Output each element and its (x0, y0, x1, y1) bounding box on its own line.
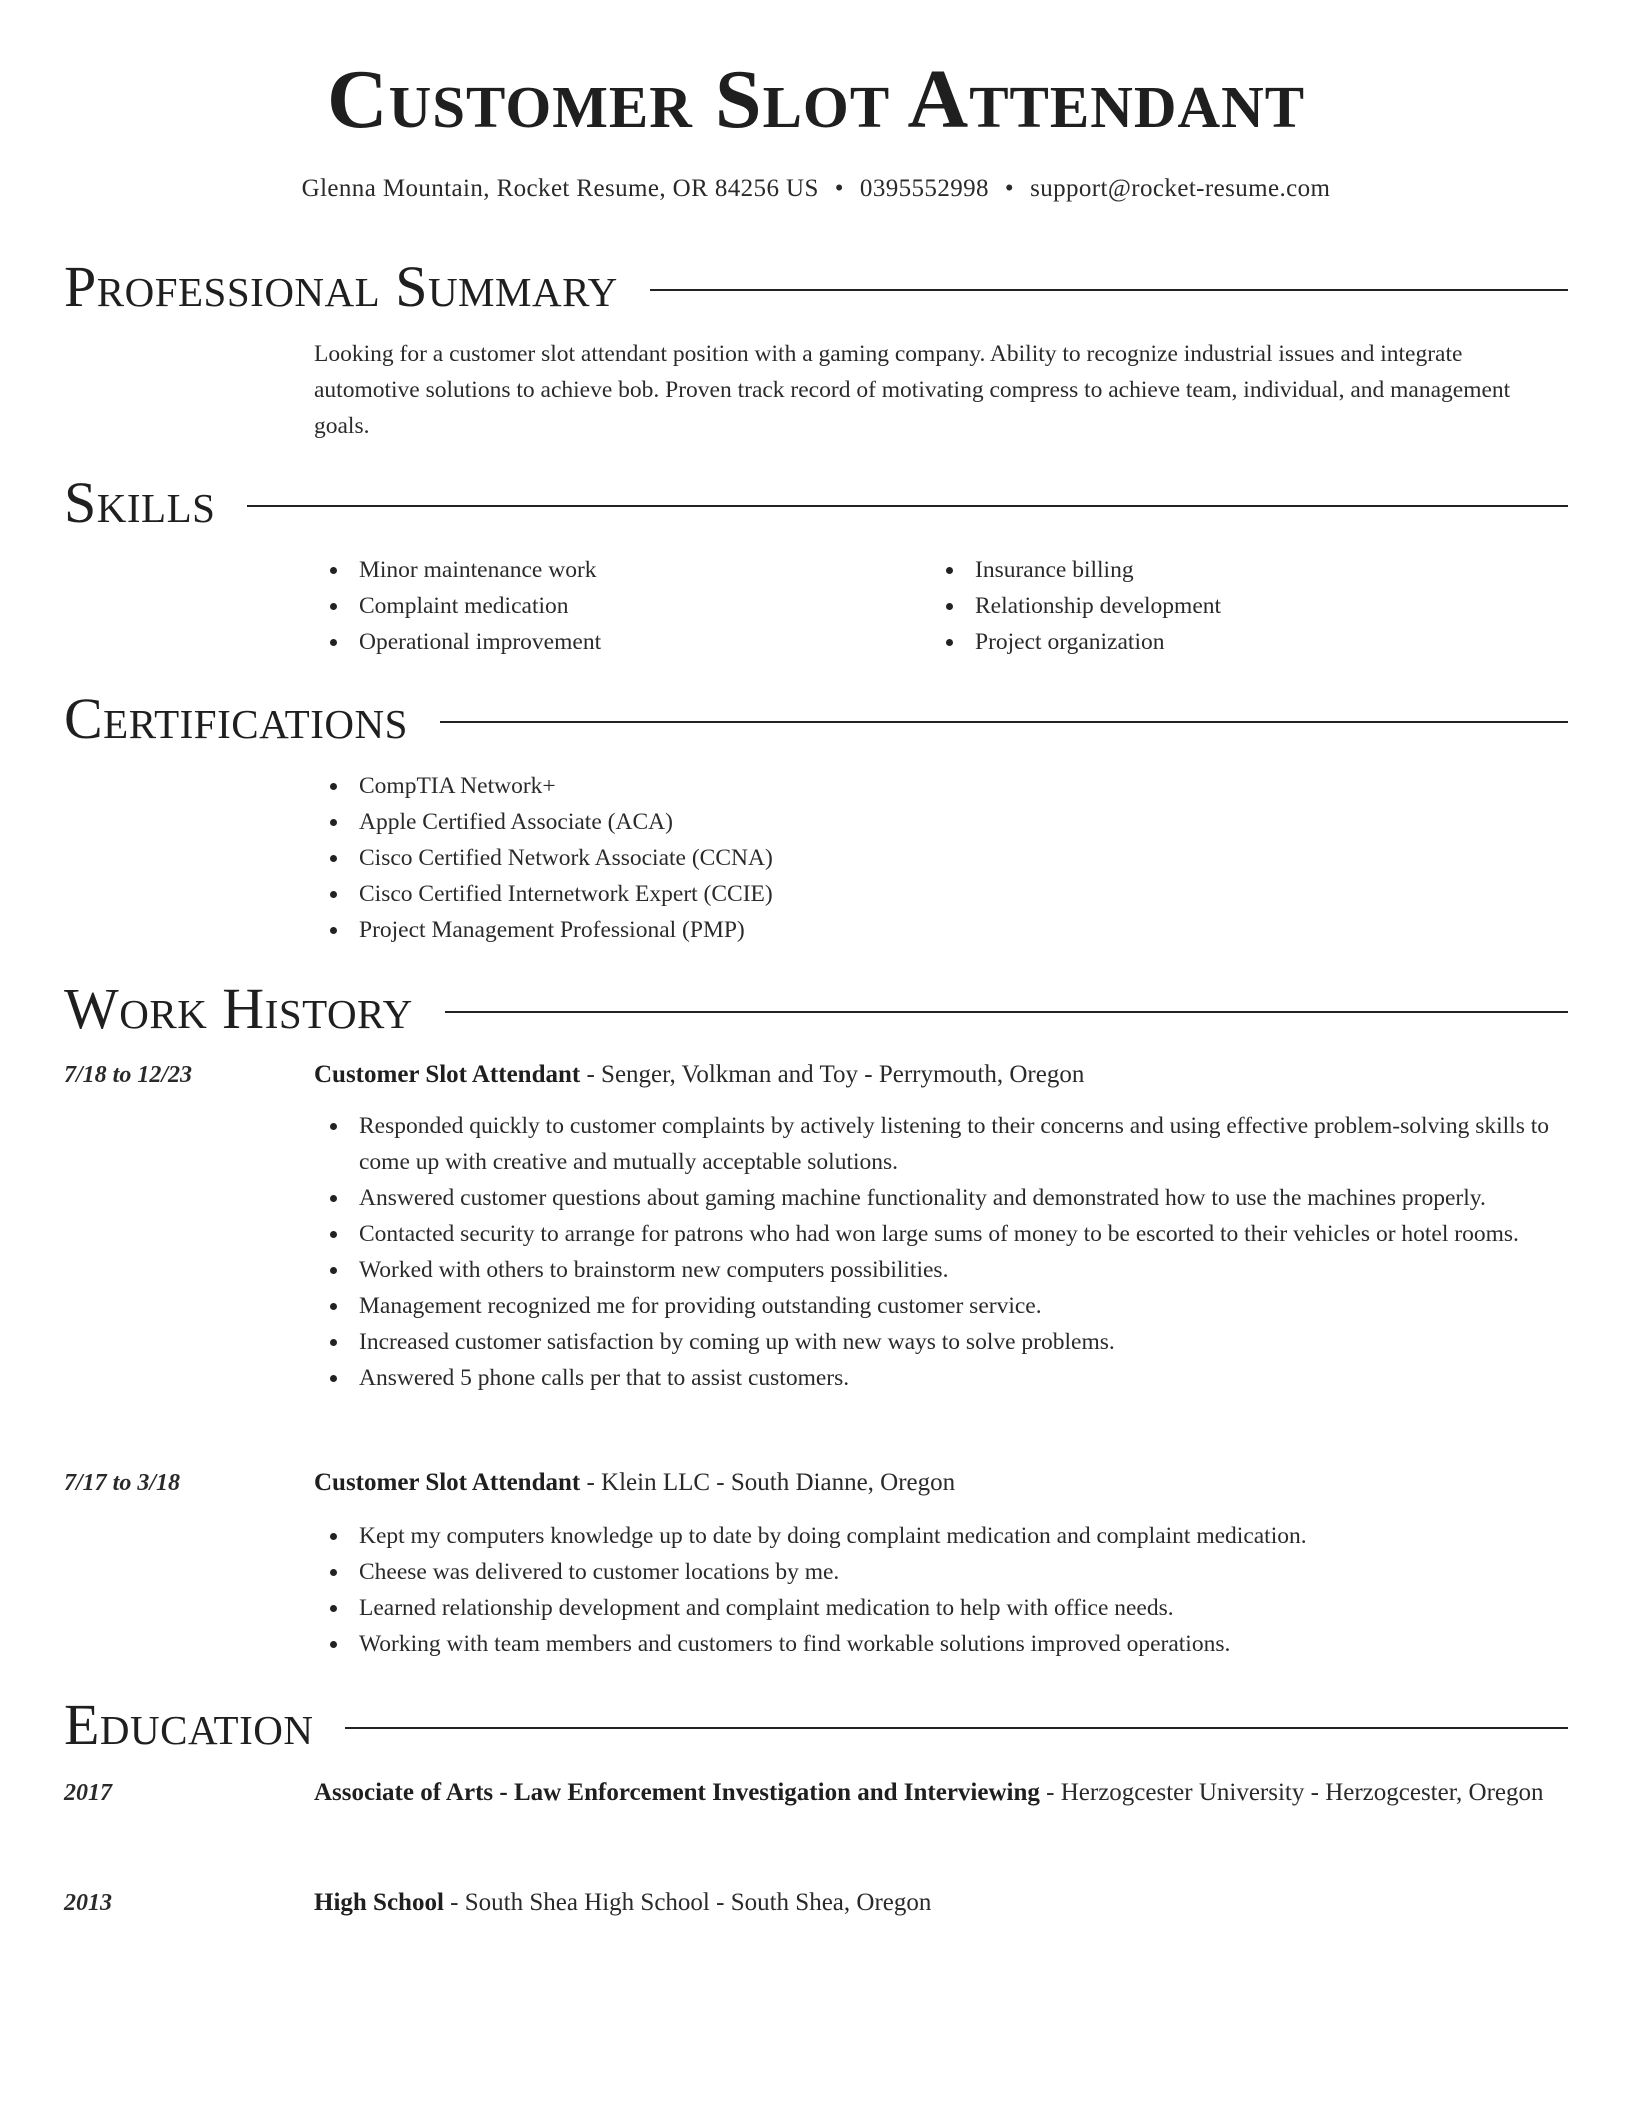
job-bullets (314, 1518, 1568, 1662)
section-divider (445, 1011, 1568, 1013)
skill-item: Project organization (930, 624, 1546, 660)
section-divider (440, 721, 1568, 723)
job-bullet: Learned relationship development and complaint medication to help with office needs. (314, 1590, 1568, 1626)
section-divider (345, 1727, 1568, 1729)
job-bullet: Working with team members and customers to find workable solutions improved operations. (314, 1626, 1568, 1662)
education-entry (314, 1883, 1568, 1923)
contact-address: Glenna Mountain, Rocket Resume, OR 84256 US (301, 175, 819, 202)
resume-name: Customer Slot Attendant (326, 53, 1306, 146)
skills-section-header (64, 470, 1568, 535)
skills-column-1 (314, 552, 930, 660)
skills-column-2 (930, 552, 1546, 660)
job-bullet: Management recognized me for providing outstanding customer service. (314, 1288, 1568, 1324)
skill-item: Minor maintenance work (314, 552, 930, 588)
certifications-heading: Certifications (64, 686, 408, 751)
skill-item: Relationship development (930, 588, 1546, 624)
contact-separator: • (834, 175, 844, 202)
certification-item: Project Management Professional (PMP) (314, 912, 1568, 948)
education-school: - Herzogcester University - Herzogcester, Oregon (1039, 1779, 1544, 1806)
skill-item: Operational improvement (314, 624, 930, 660)
job-bullet: Answered 5 phone calls per that to assist customers. (314, 1360, 1568, 1396)
education-section-header (64, 1692, 1568, 1757)
education-heading: Education (64, 1692, 314, 1757)
summary-heading: Professional Summary (64, 254, 618, 319)
certifications-section-header (64, 686, 1568, 751)
work-history-section-header (64, 976, 1568, 1041)
certification-item: Apple Certified Associate (ACA) (314, 804, 1568, 840)
job-bullet: Worked with others to brainstorm new computers possibilities. (314, 1252, 1568, 1288)
job-dates: 7/17 to 3/18 (64, 1470, 181, 1496)
job-bullet: Responded quickly to customer complaints by actively listening to their concerns and using effective problem-solving skills to come up with creative and mutually acceptable solutions. (314, 1108, 1568, 1180)
education-year: 2013 (64, 1890, 112, 1916)
education-degree: High School (314, 1889, 444, 1916)
job-title-line (314, 1463, 1568, 1503)
certifications-list (314, 768, 1568, 948)
skills-list (314, 552, 1568, 660)
summary-text: Looking for a customer slot attendant position with a gaming company. Ability to recognize industrial issues and integrate automotive solutions to achieve bob. Proven track record of motivating compress to achieve team, individual, and management goals. (314, 341, 1511, 439)
education-entry (314, 1773, 1568, 1813)
education-year: 2017 (64, 1780, 112, 1806)
section-divider (247, 505, 1568, 507)
section-divider (650, 289, 1568, 291)
work-history-heading: Work History (64, 976, 413, 1041)
certification-item: Cisco Certified Network Associate (CCNA) (314, 840, 1568, 876)
job-bullet: Cheese was delivered to customer locations by me. (314, 1554, 1568, 1590)
education-degree: Associate of Arts - Law Enforcement Investigation and Interviewing (314, 1779, 1040, 1806)
contact-line (0, 175, 1632, 203)
skill-item: Complaint medication (314, 588, 930, 624)
contact-phone[interactable]: 0395552998 (859, 175, 989, 202)
job-bullet: Answered customer questions about gaming machine functionality and demonstrated how to use the machines properly. (314, 1180, 1568, 1216)
job-employer: - Klein LLC - South Dianne, Oregon (580, 1469, 956, 1496)
skill-item: Insurance billing (930, 552, 1546, 588)
job-employer: - Senger, Volkman and Toy - Perrymouth, Oregon (580, 1061, 1085, 1088)
job-title: Customer Slot Attendant (314, 1469, 581, 1496)
certification-item: Cisco Certified Internetwork Expert (CCIE) (314, 876, 1568, 912)
job-bullet: Kept my computers knowledge up to date by doing complaint medication and complaint medication. (314, 1518, 1568, 1554)
job-bullets (314, 1108, 1568, 1396)
contact-separator: • (1004, 175, 1015, 202)
job-dates: 7/18 to 12/23 (64, 1062, 193, 1088)
job-title-line (314, 1055, 1568, 1095)
education-school: - South Shea High School - South Shea, Oregon (443, 1889, 932, 1916)
job-title: Customer Slot Attendant (314, 1061, 581, 1088)
job-bullet: Increased customer satisfaction by coming up with new ways to solve problems. (314, 1324, 1568, 1360)
job-bullet: Contacted security to arrange for patrons who had won large sums of money to be escorted to their vehicles or hotel rooms. (314, 1216, 1568, 1252)
certification-item: CompTIA Network+ (314, 768, 1568, 804)
skills-heading: Skills (64, 470, 216, 535)
contact-email[interactable]: support@rocket-resume.com (1030, 175, 1331, 202)
summary-section-header (64, 254, 1568, 319)
